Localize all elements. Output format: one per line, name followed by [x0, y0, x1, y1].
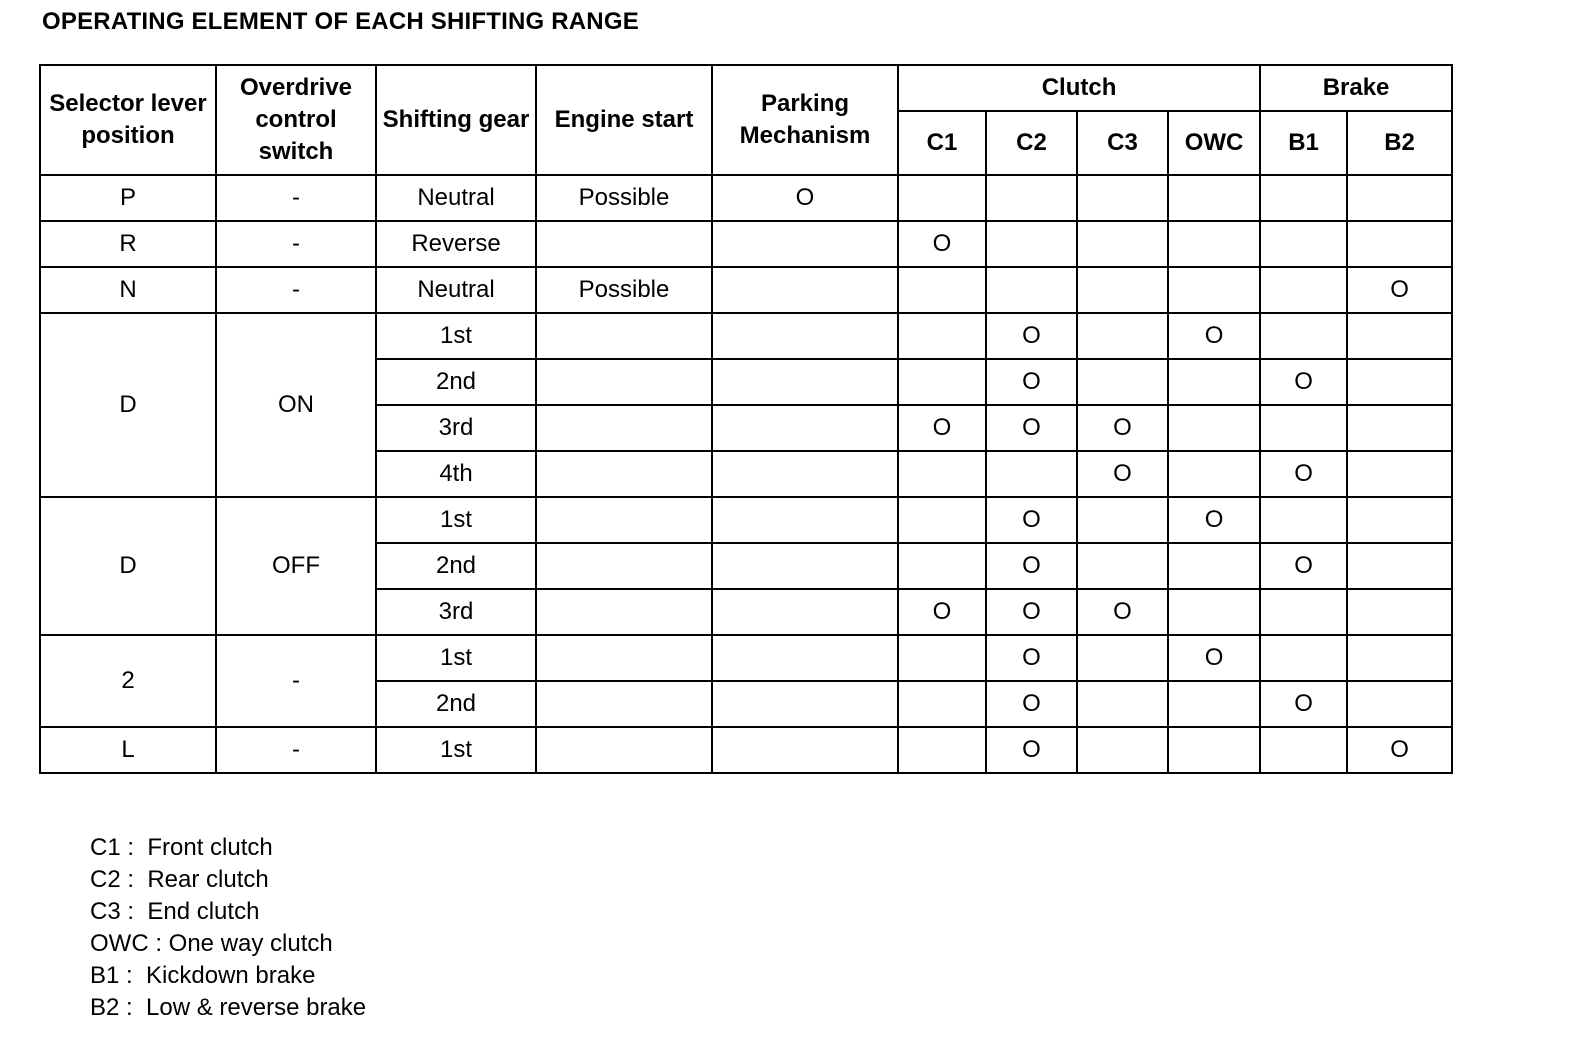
c1-cell: O [898, 405, 986, 451]
header-clutch-group: Clutch [898, 65, 1260, 111]
b2-cell [1347, 497, 1452, 543]
b2-cell [1347, 359, 1452, 405]
c3-cell [1077, 359, 1168, 405]
table-row [40, 175, 1452, 221]
header-b2: B2 [1347, 111, 1452, 175]
shifting-gear-cell: 1st [376, 313, 536, 359]
b1-cell [1260, 175, 1347, 221]
parking-cell [712, 497, 898, 543]
c2-cell: O [986, 313, 1077, 359]
b1-cell [1260, 267, 1347, 313]
legend-item: B1 : Kickdown brake [90, 962, 316, 989]
table-row [40, 267, 1452, 313]
owc-cell: O [1168, 313, 1260, 359]
parking-cell [712, 543, 898, 589]
b2-cell [1347, 589, 1452, 635]
engine-cell [536, 451, 712, 497]
c1-cell [898, 497, 986, 543]
table-row [40, 727, 1452, 773]
owc-cell [1168, 589, 1260, 635]
owc-cell [1168, 727, 1260, 773]
overdrive-switch-cell: ON [216, 313, 376, 497]
engine-cell [536, 405, 712, 451]
header-overdrive-control-switch: Overdrive control switch [216, 65, 376, 175]
c1-cell [898, 635, 986, 681]
header-c2: C2 [986, 111, 1077, 175]
b2-cell [1347, 405, 1452, 451]
shifting-gear-cell: 3rd [376, 589, 536, 635]
parking-cell: O [712, 175, 898, 221]
b2-cell [1347, 313, 1452, 359]
c2-cell: O [986, 727, 1077, 773]
b1-cell: O [1260, 359, 1347, 405]
table-row [40, 635, 1452, 681]
b2-cell [1347, 221, 1452, 267]
parking-cell [712, 727, 898, 773]
overdrive-switch-cell: - [216, 727, 376, 773]
engine-cell [536, 359, 712, 405]
shifting-gear-cell: 4th [376, 451, 536, 497]
overdrive-switch-cell: - [216, 635, 376, 727]
table-row [40, 221, 1452, 267]
header-c3: C3 [1077, 111, 1168, 175]
c3-cell: O [1077, 589, 1168, 635]
b2-cell [1347, 543, 1452, 589]
selector-position-cell: N [40, 267, 216, 313]
table-body [40, 175, 1452, 773]
c3-cell: O [1077, 451, 1168, 497]
b1-cell: O [1260, 543, 1347, 589]
owc-cell [1168, 267, 1260, 313]
b2-cell [1347, 681, 1452, 727]
overdrive-switch-cell: - [216, 221, 376, 267]
page-title: OPERATING ELEMENT OF EACH SHIFTING RANGE [42, 8, 639, 35]
c3-cell: O [1077, 405, 1168, 451]
legend-item: B2 : Low & reverse brake [90, 994, 367, 1021]
selector-position-cell: R [40, 221, 216, 267]
b1-cell [1260, 589, 1347, 635]
c2-cell: O [986, 359, 1077, 405]
c1-cell: O [898, 589, 986, 635]
engine-cell [536, 543, 712, 589]
shifting-gear-cell: Reverse [376, 221, 536, 267]
c2-cell: O [986, 405, 1077, 451]
overdrive-switch-cell: - [216, 267, 376, 313]
table-header [40, 65, 1452, 175]
c3-cell [1077, 543, 1168, 589]
engine-cell [536, 497, 712, 543]
engine-cell [536, 635, 712, 681]
owc-cell [1168, 405, 1260, 451]
c1-cell [898, 359, 986, 405]
c2-cell [986, 175, 1077, 221]
selector-position-cell: P [40, 175, 216, 221]
header-selector-lever-position: Selector lever position [40, 65, 216, 175]
c1-cell [898, 451, 986, 497]
header-parking-mechanism: Parking Mechanism [712, 65, 898, 175]
header-owc: OWC [1168, 111, 1260, 175]
owc-cell [1168, 451, 1260, 497]
legend [90, 832, 366, 1024]
c2-cell [986, 221, 1077, 267]
engine-cell: Possible [536, 175, 712, 221]
engine-cell [536, 313, 712, 359]
legend-item: C1 : Front clutch [90, 834, 273, 861]
overdrive-switch-cell: - [216, 175, 376, 221]
engine-cell [536, 589, 712, 635]
c1-cell [898, 313, 986, 359]
c3-cell [1077, 727, 1168, 773]
b1-cell [1260, 221, 1347, 267]
c2-cell: O [986, 681, 1077, 727]
c3-cell [1077, 221, 1168, 267]
b1-cell [1260, 497, 1347, 543]
b2-cell: O [1347, 727, 1452, 773]
owc-cell [1168, 543, 1260, 589]
parking-cell [712, 359, 898, 405]
c2-cell [986, 267, 1077, 313]
b1-cell [1260, 727, 1347, 773]
engine-cell [536, 727, 712, 773]
c3-cell [1077, 681, 1168, 727]
c1-cell: O [898, 221, 986, 267]
shifting-gear-cell: 3rd [376, 405, 536, 451]
parking-cell [712, 681, 898, 727]
c3-cell [1077, 635, 1168, 681]
parking-cell [712, 313, 898, 359]
c1-cell [898, 681, 986, 727]
c2-cell: O [986, 589, 1077, 635]
parking-cell [712, 635, 898, 681]
selector-position-cell: D [40, 497, 216, 635]
engine-cell: Possible [536, 267, 712, 313]
c3-cell [1077, 175, 1168, 221]
legend-item: C2 : Rear clutch [90, 866, 269, 893]
shifting-gear-cell: Neutral [376, 175, 536, 221]
header-b1: B1 [1260, 111, 1347, 175]
shifting-gear-cell: 2nd [376, 681, 536, 727]
engine-cell [536, 221, 712, 267]
table-row [40, 497, 1452, 543]
table-row [40, 313, 1452, 359]
header-shifting-gear: Shifting gear [376, 65, 536, 175]
c2-cell [986, 451, 1077, 497]
c3-cell [1077, 497, 1168, 543]
shifting-range-table [39, 64, 1453, 774]
b1-cell: O [1260, 681, 1347, 727]
b2-cell [1347, 175, 1452, 221]
owc-cell [1168, 681, 1260, 727]
legend-item: OWC : One way clutch [90, 930, 333, 957]
c1-cell [898, 267, 986, 313]
b1-cell [1260, 635, 1347, 681]
owc-cell: O [1168, 497, 1260, 543]
c3-cell [1077, 267, 1168, 313]
shifting-gear-cell: 2nd [376, 359, 536, 405]
owc-cell [1168, 359, 1260, 405]
owc-cell [1168, 221, 1260, 267]
b2-cell [1347, 635, 1452, 681]
c3-cell [1077, 313, 1168, 359]
c2-cell: O [986, 497, 1077, 543]
b2-cell [1347, 451, 1452, 497]
header-c1: C1 [898, 111, 986, 175]
parking-cell [712, 451, 898, 497]
owc-cell [1168, 175, 1260, 221]
selector-position-cell: D [40, 313, 216, 497]
c1-cell [898, 543, 986, 589]
c2-cell: O [986, 635, 1077, 681]
parking-cell [712, 405, 898, 451]
parking-cell [712, 221, 898, 267]
parking-cell [712, 589, 898, 635]
shifting-gear-cell: 1st [376, 635, 536, 681]
parking-cell [712, 267, 898, 313]
shifting-gear-cell: 1st [376, 727, 536, 773]
overdrive-switch-cell: OFF [216, 497, 376, 635]
b1-cell [1260, 405, 1347, 451]
selector-position-cell: 2 [40, 635, 216, 727]
shifting-gear-cell: 1st [376, 497, 536, 543]
header-brake-group: Brake [1260, 65, 1452, 111]
b1-cell [1260, 313, 1347, 359]
engine-cell [536, 681, 712, 727]
shifting-gear-cell: 2nd [376, 543, 536, 589]
shifting-gear-cell: Neutral [376, 267, 536, 313]
c1-cell [898, 175, 986, 221]
owc-cell: O [1168, 635, 1260, 681]
b2-cell: O [1347, 267, 1452, 313]
c2-cell: O [986, 543, 1077, 589]
c1-cell [898, 727, 986, 773]
selector-position-cell: L [40, 727, 216, 773]
b1-cell: O [1260, 451, 1347, 497]
legend-item: C3 : End clutch [90, 898, 260, 925]
header-engine-start: Engine start [536, 65, 712, 175]
